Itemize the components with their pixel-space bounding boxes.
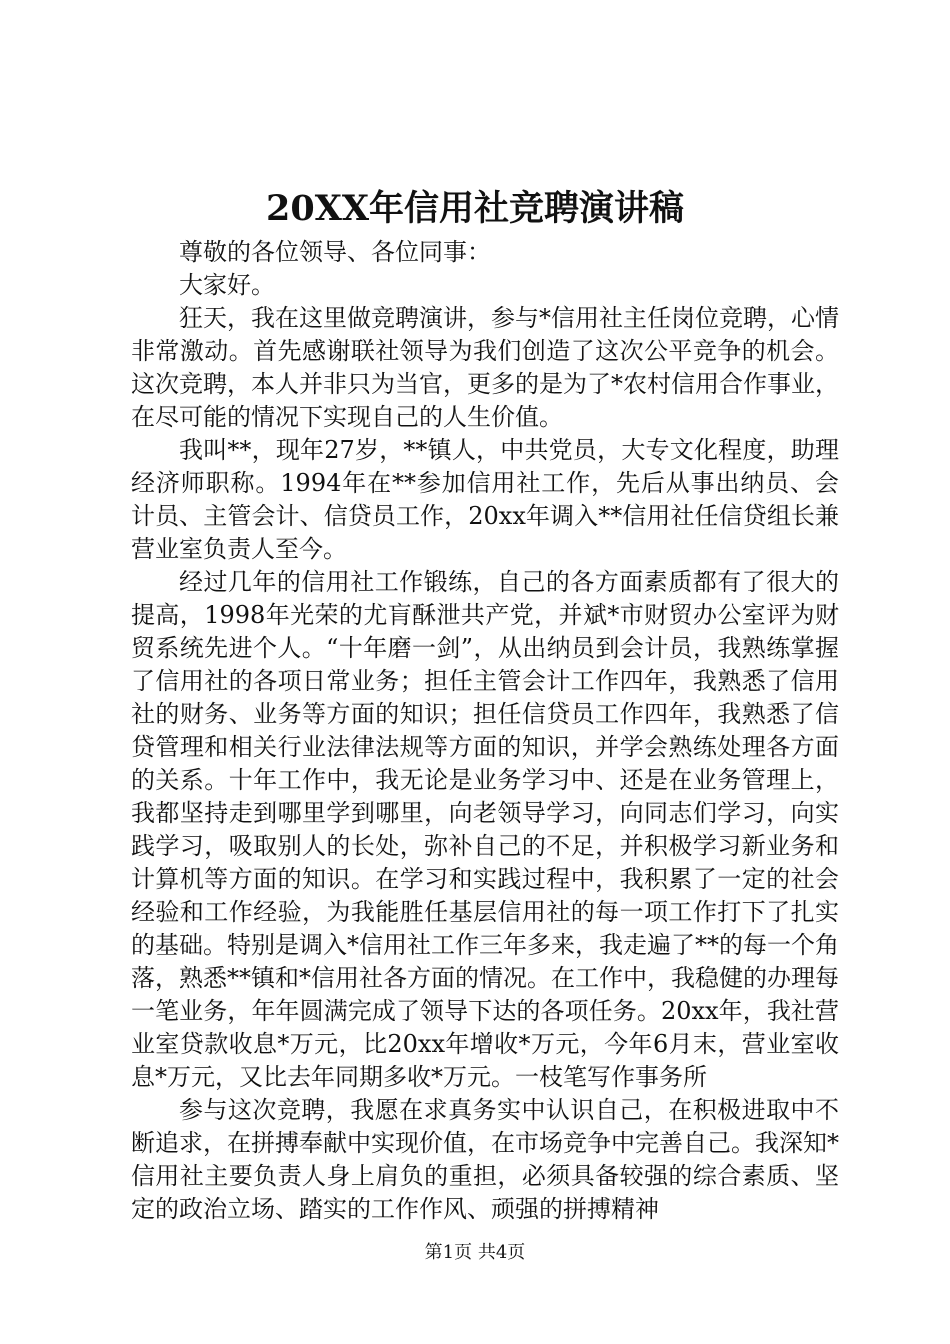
body-paragraph: 我叫**，现年27岁，**镇人，中共党员，大专文化程度，助理经济师职称。1994年在**参加信用社工作，先后从事出纳员、会计员、主管会计、信贷员工作，20xx年调入**信用社任信贷组长兼营业室负责人至今。 <box>131 436 839 563</box>
body-paragraph: 经过几年的信用社工作锻练，自己的各方面素质都有了很大的提高，1998年光荣的尤肓酥泄共产党，并斌*市财贸办公室评为财贸系统先进个人。“十年磨一剑”，从出纳员到会计员，我熟练掌握了信用社的各项日常业务；担任主管会计工作四年，我熟悉了信用社的财务、业务等方面的知识；担任信贷员工作四年，我熟悉了信贷管理和相关行业法律法规等方面的知识，并学会熟练处理各方面的关系。十年工作中，我无论是业务学习中、还是在业务管理上，我都坚持走到哪里学到哪里，向老领导学习，向同志们学习，向实践学习，吸取别人的长处，弥补自己的不足，并积极学习新业务和计算机等方面的知识。在学习和实践过程中，我积累了一定的社会经验和工作经验，为我能胜任基层信用社的每一项工作打下了扎实的基础。特别是调入*信用社工作三年多来，我走遍了**的每一个角落，熟悉**镇和*信用社各方面的情况。在工作中，我稳健的办理每一笔业务，年年圆满完成了领导下达的各项任务。20xx年，我社营业室贷款收息*万元，比20xx年增收*万元，今年6月末，营业室收息*万元，又比去年同期多收*万元。一枝笔写作事务所 <box>131 568 839 1091</box>
body-paragraph: 狂天，我在这里做竞聘演讲，参与*信用社主任岗位竞聘，心情非常激动。首先感谢联社领导为我们创造了这次公平竞争的机会。这次竞聘，本人并非只为当官，更多的是为了*农村信用合作事业，在尽可能的情况下实现自己的人生价值。 <box>131 304 839 431</box>
document-body <box>131 236 839 1226</box>
page-number-footer: 第1页 共4页 <box>424 1242 526 1263</box>
salutation-paragraph: 尊敬的各位领导、各位同事： <box>179 238 491 266</box>
body-paragraph: 参与这次竞聘，我愿在求真务实中认识自己，在积极进取中不断追求，在拼搏奉献中实现价值，在市场竞争中完善自己。我深知*信用社主要负责人身上肩负的重担，必须具备较强的综合素质、坚定的政治立场、踏实的工作作风、顽强的拼搏精神 <box>131 1096 839 1223</box>
greeting-paragraph: 大家好。 <box>179 271 275 299</box>
document-title: 20XX年信用社竞聘演讲稿 <box>265 188 685 229</box>
